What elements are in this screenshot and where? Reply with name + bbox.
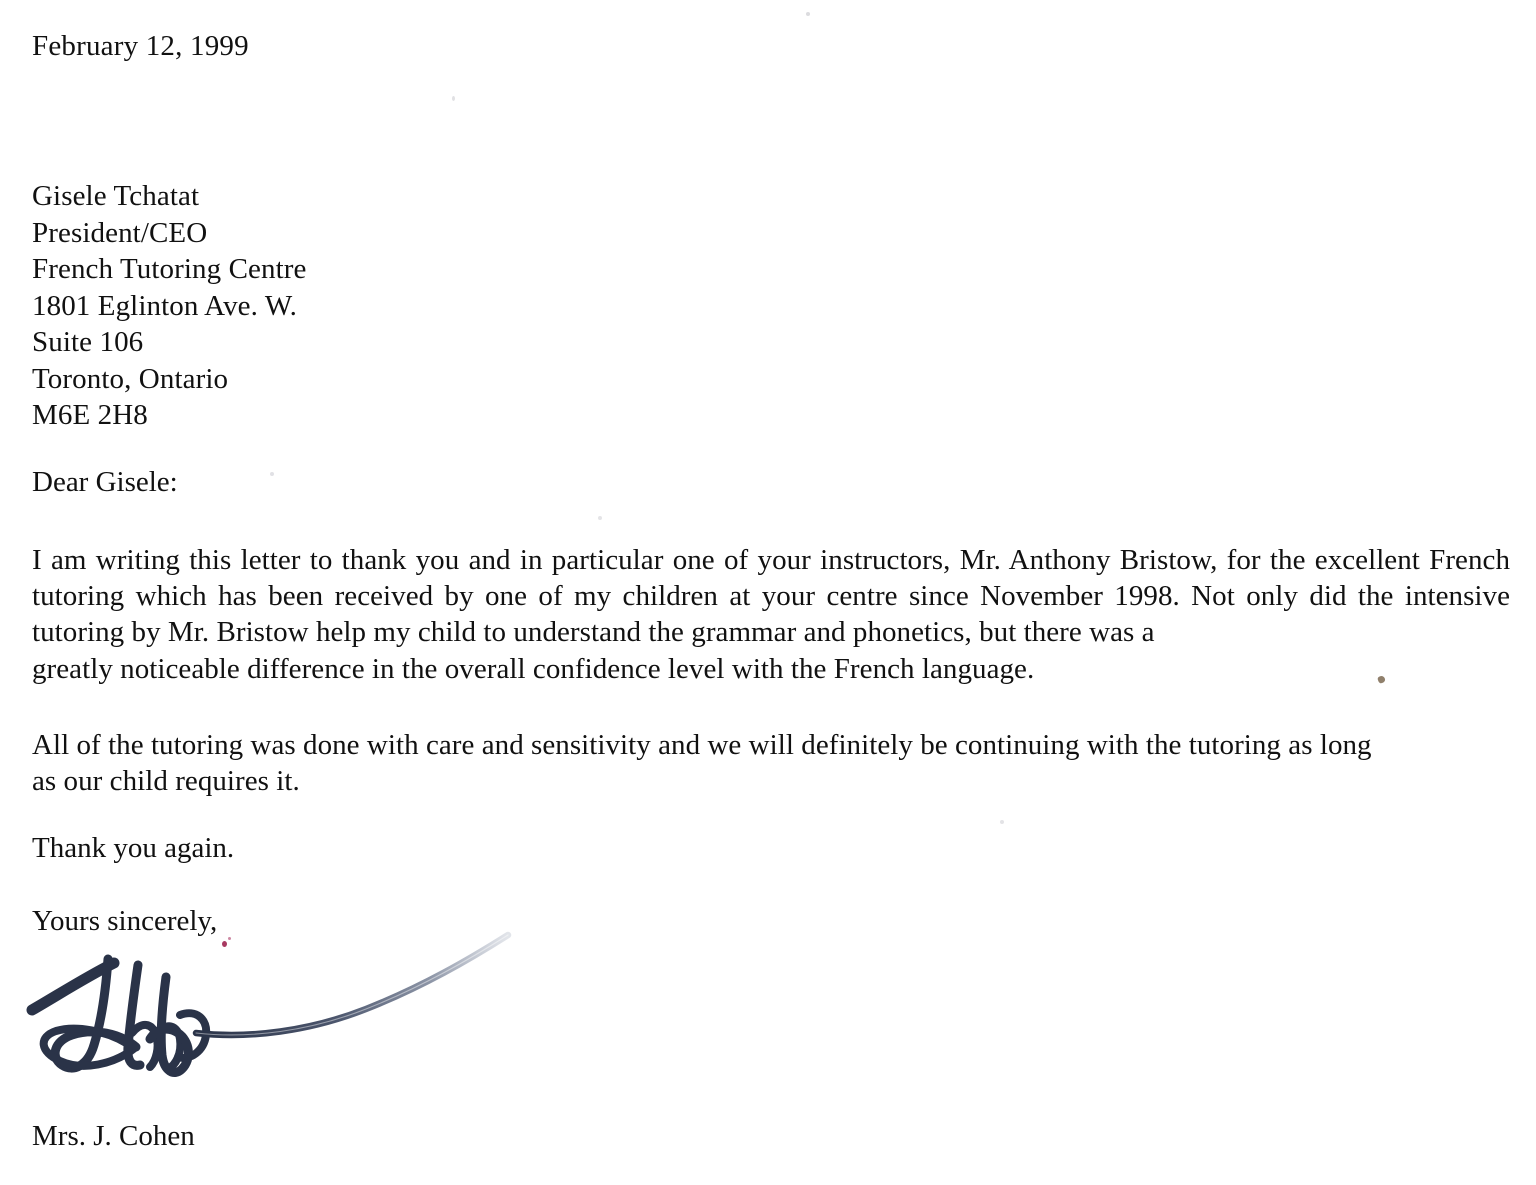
paragraph-2-last-line: as our child requires it. (32, 765, 300, 798)
address-line-title: President/CEO (32, 216, 208, 249)
recipient-address-block (32, 178, 306, 434)
paragraph-2-text: All of the tutoring was done with care and sensitivity and we will definitely be continuing with the tutoring as long (32, 729, 1372, 761)
letter-date: February 12, 1999 (32, 30, 249, 62)
paragraph-1-last-line: greatly noticeable difference in the overall confidence level with the French language. (32, 652, 1035, 685)
closing-thanks: Thank you again. (32, 832, 235, 864)
address-line-name: Gisele Tchatat (32, 180, 200, 212)
address-line-city: Toronto, Ontario (32, 362, 229, 395)
body-paragraph-2 (32, 727, 1510, 799)
scan-dust-artifact (1000, 820, 1004, 824)
address-line-street: 1801 Eglinton Ave. W. (32, 289, 297, 322)
address-line-organization: French Tutoring Centre (32, 253, 307, 285)
scan-dust-artifact (452, 96, 455, 101)
scan-dust-artifact (598, 516, 602, 520)
closing-sincerely: Yours sincerely, (32, 905, 218, 937)
address-line-suite: Suite 106 (32, 326, 144, 358)
body-paragraph-1 (32, 542, 1510, 687)
salutation: Dear Gisele: (32, 466, 178, 498)
ink-speck-artifact (222, 941, 227, 947)
ink-speck-artifact (228, 937, 231, 940)
scan-dust-artifact (270, 472, 274, 476)
paragraph-1-text: I am writing this letter to thank you and in particular one of your instructors, Mr. Anthony Bristow, for the excellent French tutoring which has been received by one of my children at your centre since November 1998. Not only did the intensive tutoring by Mr. Bristow help my child to understand the grammar and phonetics, but there was a (32, 544, 1510, 649)
signer-name: Mrs. J. Cohen (32, 1120, 195, 1152)
handwritten-signature (10, 915, 550, 1095)
scan-dust-artifact (806, 12, 810, 16)
address-line-postal-code: M6E 2H8 (32, 399, 148, 431)
